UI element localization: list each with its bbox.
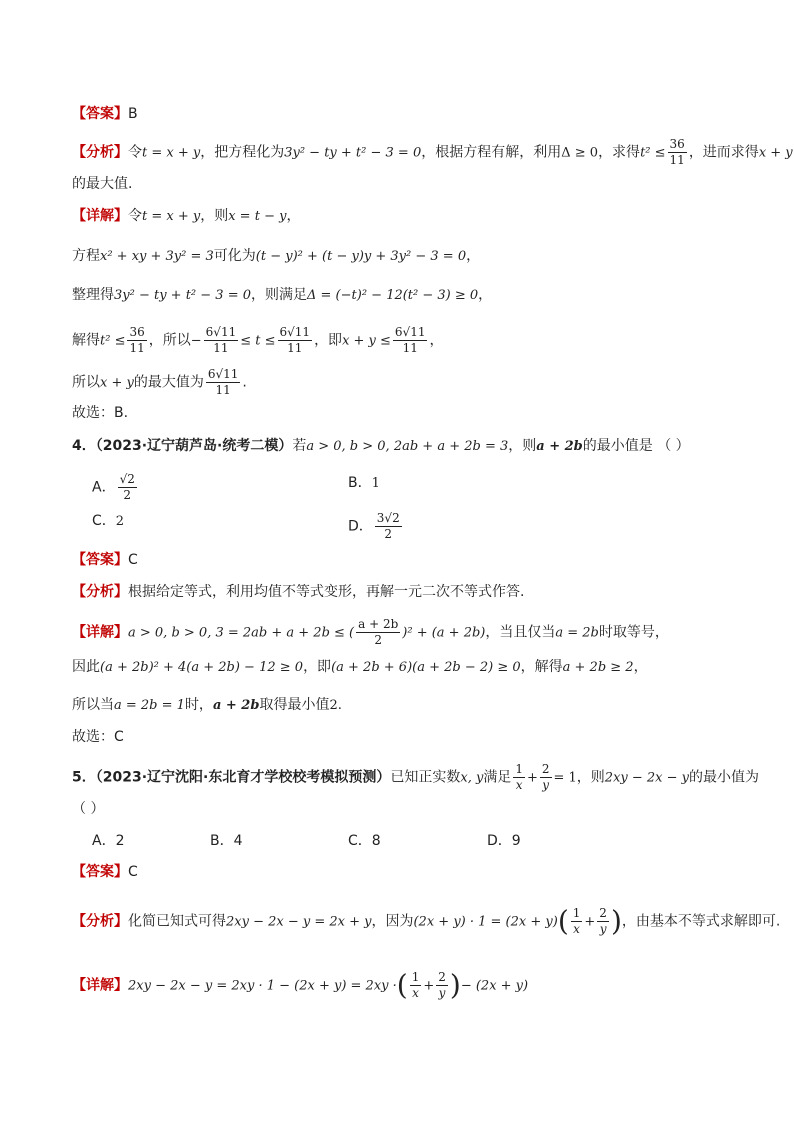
text: 解得	[72, 332, 100, 349]
text: 的最大值为	[133, 374, 204, 391]
p4-detail-step2	[72, 657, 648, 678]
math-t2: t² ≤	[100, 333, 126, 349]
fraction-numerator: 2	[599, 906, 607, 920]
text: 所以	[72, 374, 100, 391]
answer-paren: （ ）	[72, 801, 105, 817]
p4-answer-line	[72, 550, 138, 570]
text: ，由基本不等式求解即可.	[621, 913, 781, 930]
fraction-numerator: 6√11	[207, 367, 239, 381]
answer-value: B	[128, 106, 138, 122]
p5-stem-paren	[72, 799, 104, 819]
option-text: D．9	[487, 833, 521, 849]
fraction-denominator: x	[412, 986, 419, 1000]
option-c[interactable]	[92, 511, 124, 532]
p3-detail-step3	[72, 325, 443, 356]
option-text: B．4	[210, 833, 243, 849]
analysis-tag: 【分析】	[72, 144, 128, 161]
fraction-numerator: 36	[129, 325, 145, 339]
math-inequality: a + 2b ≥ 2	[562, 660, 634, 675]
fraction-6sqrt11-11	[393, 325, 428, 356]
text: ，进而求得	[688, 144, 759, 161]
math-expression: a + 2b	[212, 698, 260, 713]
math-inequality: ≤ t ≤	[240, 333, 276, 349]
fraction-numerator: 3√2	[376, 511, 400, 525]
math-inequality: x + y ≤	[342, 333, 391, 349]
text: ，即	[303, 659, 332, 675]
text: ，则	[576, 769, 605, 786]
fraction-denominator: 2	[123, 488, 132, 502]
left-paren: (	[396, 968, 408, 1002]
fraction-numerator: 1	[515, 762, 523, 776]
fraction-denominator: y	[438, 986, 446, 1000]
answer-tag: 【答案】	[72, 552, 128, 568]
text: ，	[466, 248, 481, 264]
detail-tag: 【详解】	[72, 977, 128, 994]
fraction-6sqrt11-11	[204, 325, 239, 356]
p4-detail-step3	[72, 695, 342, 716]
answer-value: C	[128, 864, 138, 880]
text: ，则	[508, 438, 537, 454]
text: ，求得	[598, 144, 641, 161]
text: ，即	[314, 332, 343, 349]
question-source: （2023·辽宁沈阳·东北育才学校校考模拟预测）	[95, 769, 391, 786]
text: 若	[292, 438, 307, 454]
math-equation: 3y² − ty + t² − 3 = 0	[284, 145, 422, 161]
p5-analysis-line	[72, 906, 780, 937]
option-label: D．	[348, 518, 373, 535]
fraction-denominator: 2	[384, 527, 393, 541]
text: 整理得	[72, 287, 114, 303]
fraction-1-x	[410, 970, 422, 1001]
text: ，则满足	[251, 287, 308, 303]
fraction-denominator: 11	[402, 341, 418, 355]
p3-detail-step2	[72, 285, 492, 306]
math-equation: 2xy − 2x − y = 2x + y	[226, 914, 372, 930]
text: ，	[286, 208, 301, 224]
option-value: 1	[371, 476, 380, 491]
math-x-plus-y: x + y	[100, 375, 134, 391]
option-b[interactable]	[210, 831, 243, 851]
text: 令	[128, 144, 142, 161]
choose-text: 故选：B.	[72, 405, 129, 421]
math-equation: (2x + y) · 1 = (2x + y)	[413, 914, 558, 930]
text: ，解得	[520, 659, 563, 675]
p3-analysis-cont	[72, 174, 132, 194]
question-number: 5．	[72, 769, 96, 786]
text: ，则	[200, 208, 229, 224]
fraction-6sqrt11-11	[278, 325, 313, 356]
fraction-denominator: y	[599, 922, 607, 936]
fraction-denominator: 11	[669, 153, 685, 167]
math-plus: +	[526, 770, 538, 786]
option-fraction	[375, 511, 402, 542]
text: ，	[633, 659, 648, 675]
math-equation: (t − y)² + (t − y)y + 3y² − 3 = 0	[255, 249, 467, 264]
math-minus: −	[190, 333, 202, 349]
fraction-numerator: a + 2b	[358, 617, 399, 631]
fraction-numerator: 36	[669, 137, 685, 151]
answer-tag: 【答案】	[72, 864, 128, 880]
question-number: 4．	[72, 438, 96, 454]
text: 因此	[72, 659, 100, 675]
text: 方程	[72, 248, 100, 264]
math-equation: 3y² − ty + t² − 3 = 0	[114, 288, 252, 303]
text: .	[242, 374, 247, 391]
fraction-a2b-2	[356, 617, 400, 648]
math-condition: a = 2b	[555, 625, 599, 641]
option-b[interactable]	[348, 473, 380, 494]
text: ，根据方程有解，利用	[421, 144, 562, 161]
p3-analysis-line	[72, 137, 793, 168]
detail-tag: 【详解】	[72, 208, 128, 224]
p4-choose	[72, 727, 124, 747]
fraction-numerator: 6√11	[394, 325, 426, 339]
math-expression: 2xy − 2x − y	[604, 770, 690, 786]
p3-detail-step1	[72, 246, 480, 267]
analysis-tag: 【分析】	[72, 584, 128, 600]
question-source: （2023·辽宁葫芦岛·统考二模）	[95, 438, 293, 454]
choose-text: 故选：C	[72, 729, 124, 745]
math-t-def: t = x + y	[142, 145, 201, 161]
analysis-tag: 【分析】	[72, 913, 128, 930]
math-x-plus-y: x + y	[758, 145, 793, 161]
option-d[interactable]	[348, 511, 404, 542]
math-delta: Δ ≥ 0	[561, 145, 599, 161]
fraction-numerator: 1	[411, 970, 420, 984]
math-t-def: t = x + y	[142, 209, 201, 224]
math-plus: +	[584, 914, 596, 930]
option-label: A．	[92, 479, 116, 496]
math-x-def: x = t − y	[228, 209, 287, 224]
math-equation: Δ = (−t)² − 12(t² − 3) ≥ 0	[307, 288, 479, 303]
p5-answer-line	[72, 862, 138, 882]
text: ，	[478, 287, 493, 303]
option-text: C．8	[348, 833, 381, 849]
text: 时，	[184, 697, 213, 713]
math-value: 2.	[329, 698, 342, 713]
text: 取得最小值	[259, 697, 330, 713]
fraction-denominator: 11	[215, 383, 231, 397]
text: 的最小值是 （ ）	[582, 438, 690, 454]
p5-detail-line	[72, 970, 528, 1001]
fraction-numerator: 2	[541, 762, 550, 776]
p4-analysis-line	[72, 582, 524, 602]
math-equation: )² + (a + 2b)	[402, 625, 486, 641]
fraction-numerator: 1	[572, 906, 581, 920]
text: 已知正实数	[390, 769, 461, 786]
fraction-denominator: y	[542, 778, 550, 792]
fraction-36-11	[127, 325, 146, 356]
fraction-denominator: 2	[374, 633, 383, 647]
fraction-1-x	[571, 906, 583, 937]
text: ，	[429, 332, 444, 349]
p5-stem	[72, 762, 759, 793]
text: 的最小值为	[689, 769, 760, 786]
fraction-denominator: 11	[213, 341, 229, 355]
option-d[interactable]	[487, 831, 521, 851]
p4-stem	[72, 436, 690, 457]
option-a[interactable]	[92, 831, 124, 851]
detail-tag: 【详解】	[72, 624, 128, 641]
math-equation: x² + xy + 3y² = 3	[100, 249, 214, 264]
math-equation: − (2x + y)	[460, 978, 529, 994]
p3-detail-line	[72, 206, 300, 227]
p3-detail-step4	[72, 367, 247, 398]
right-paren: )	[610, 904, 622, 938]
math-equation: a = 2b = 1	[114, 698, 185, 713]
p3-answer-line	[72, 104, 138, 124]
text: ，当且仅当	[485, 624, 556, 641]
fraction-numerator: 6√11	[205, 325, 237, 339]
answer-tag: 【答案】	[72, 106, 128, 122]
text: 所以当	[72, 697, 114, 713]
right-paren: )	[449, 968, 461, 1002]
answer-value: C	[128, 552, 138, 568]
math-equation: a > 0, b > 0, 3 = 2ab + a + 2b ≤ (	[128, 625, 355, 641]
text: ，把方程化为	[200, 144, 285, 161]
math-equation: (a + 2b)² + 4(a + 2b) − 12 ≥ 0	[100, 660, 304, 675]
math-equation: (a + 2b + 6)(a + 2b − 2) ≥ 0	[331, 660, 521, 675]
math-t2: t² ≤	[640, 145, 666, 161]
fraction-2-y	[597, 906, 609, 937]
fraction-denominator: x	[515, 778, 523, 792]
text: 时取等号，	[598, 624, 669, 641]
text: 满足	[483, 769, 512, 786]
fraction-2-y	[540, 762, 552, 793]
analysis-text: 根据给定等式，利用均值不等式变形，再解一元二次不等式作答.	[128, 584, 525, 600]
text: 可化为	[213, 248, 256, 264]
option-label: C．	[92, 513, 116, 529]
fraction-2-y	[436, 970, 448, 1001]
fraction-numerator: √2	[119, 472, 135, 486]
fraction-denominator: x	[573, 922, 580, 936]
option-c[interactable]	[348, 831, 381, 851]
p3-choose	[72, 403, 128, 423]
option-text: A．2	[92, 833, 125, 849]
math-condition: a > 0, b > 0, 2ab + a + 2b = 3	[306, 439, 509, 454]
left-paren: (	[557, 904, 569, 938]
option-a[interactable]	[92, 472, 139, 503]
option-label: B．	[348, 475, 372, 491]
fraction-36-11	[668, 137, 687, 168]
math-expression: a + 2b	[536, 439, 583, 454]
math-equals: = 1	[553, 770, 577, 786]
fraction-numerator: 2	[438, 970, 446, 984]
fraction-1-x	[513, 762, 525, 793]
math-vars: x, y	[460, 770, 484, 786]
fraction-numerator: 6√11	[279, 325, 311, 339]
fraction-6sqrt11-11	[206, 367, 241, 398]
fraction-denominator: 11	[129, 341, 145, 355]
option-value: 2	[115, 514, 125, 529]
text: ，所以	[148, 332, 191, 349]
math-equation: 2xy − 2x − y = 2xy · 1 − (2x + y) = 2xy ·	[128, 978, 397, 994]
p4-detail-line	[72, 617, 669, 648]
text: 的最大值.	[72, 176, 133, 192]
math-plus: +	[423, 978, 435, 994]
option-fraction	[118, 472, 137, 503]
fraction-denominator: 11	[287, 341, 303, 355]
text: 令	[128, 208, 142, 224]
text: ，因为	[371, 913, 414, 930]
text: 化简已知式可得	[128, 913, 226, 930]
